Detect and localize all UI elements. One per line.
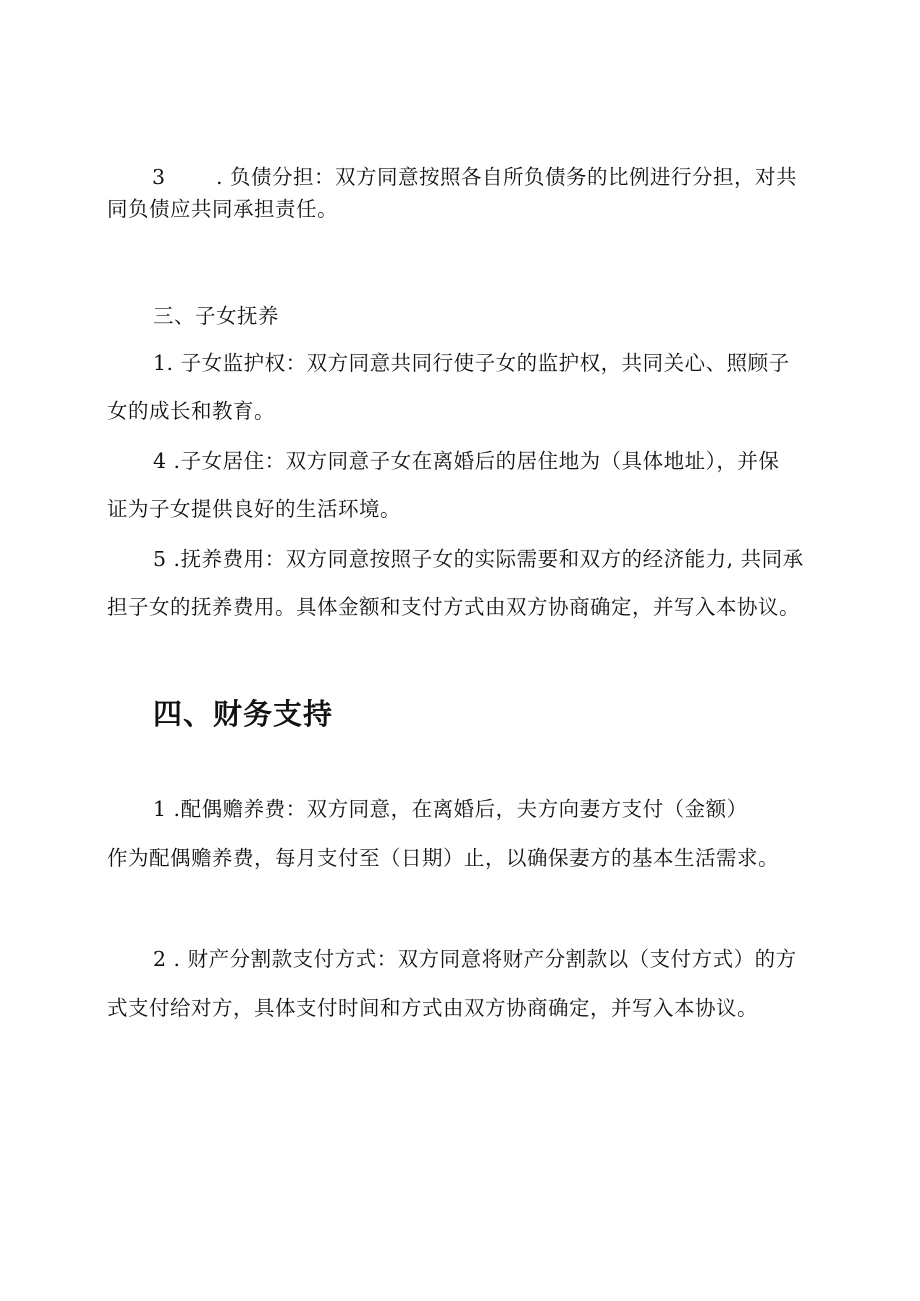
alimony-clause-line-2: 作为配偶赡养费，每月支付至（日期）止，以确保妻方的基本生活需求。 — [107, 846, 779, 870]
custody-clause-line-2: 女的成长和教育。 — [107, 399, 275, 423]
property-payment-clause-line-1: 2 . 财产分割款支付方式：双方同意将财产分割款以（支付方式）的方 — [153, 947, 797, 971]
section-3-heading: 三、子女抚养 — [153, 304, 279, 328]
debt-clause-line-2: 同负债应共同承担责任。 — [107, 197, 338, 221]
residence-clause-line-2: 证为子女提供良好的生活环境。 — [107, 497, 401, 521]
residence-clause-line-1: 4 .子女居住：双方同意子女在离婚后的居住地为（具体地址），并保 — [153, 449, 780, 473]
section-4-heading: 四、财务支持 — [153, 697, 334, 731]
debt-clause-line-1 — [152, 162, 797, 192]
custody-clause-line-1: 1. 子女监护权：双方同意共同行使子女的监护权，共同关心、照顾子 — [153, 351, 790, 375]
debt-clause-number: 3 — [152, 165, 166, 189]
alimony-clause-line-1: 1 .配偶赡养费：双方同意，在离婚后，夫方向妻方支付（金额） — [153, 797, 748, 821]
property-payment-clause-line-2: 式支付给对方，具体支付时间和方式由双方协商确定，并写入本协议。 — [107, 996, 758, 1020]
support-cost-clause-line-1: 5 .抚养费用：双方同意按照子女的实际需要和双方的经济能力, 共同承 — [153, 547, 804, 571]
debt-clause-text: . 负债分担：双方同意按照各自所负债务的比例进行分担，对共 — [216, 165, 798, 189]
support-cost-clause-line-2: 担子女的抚养费用。具体金额和支付方式由双方协商确定，并写入本协议。 — [107, 595, 800, 619]
